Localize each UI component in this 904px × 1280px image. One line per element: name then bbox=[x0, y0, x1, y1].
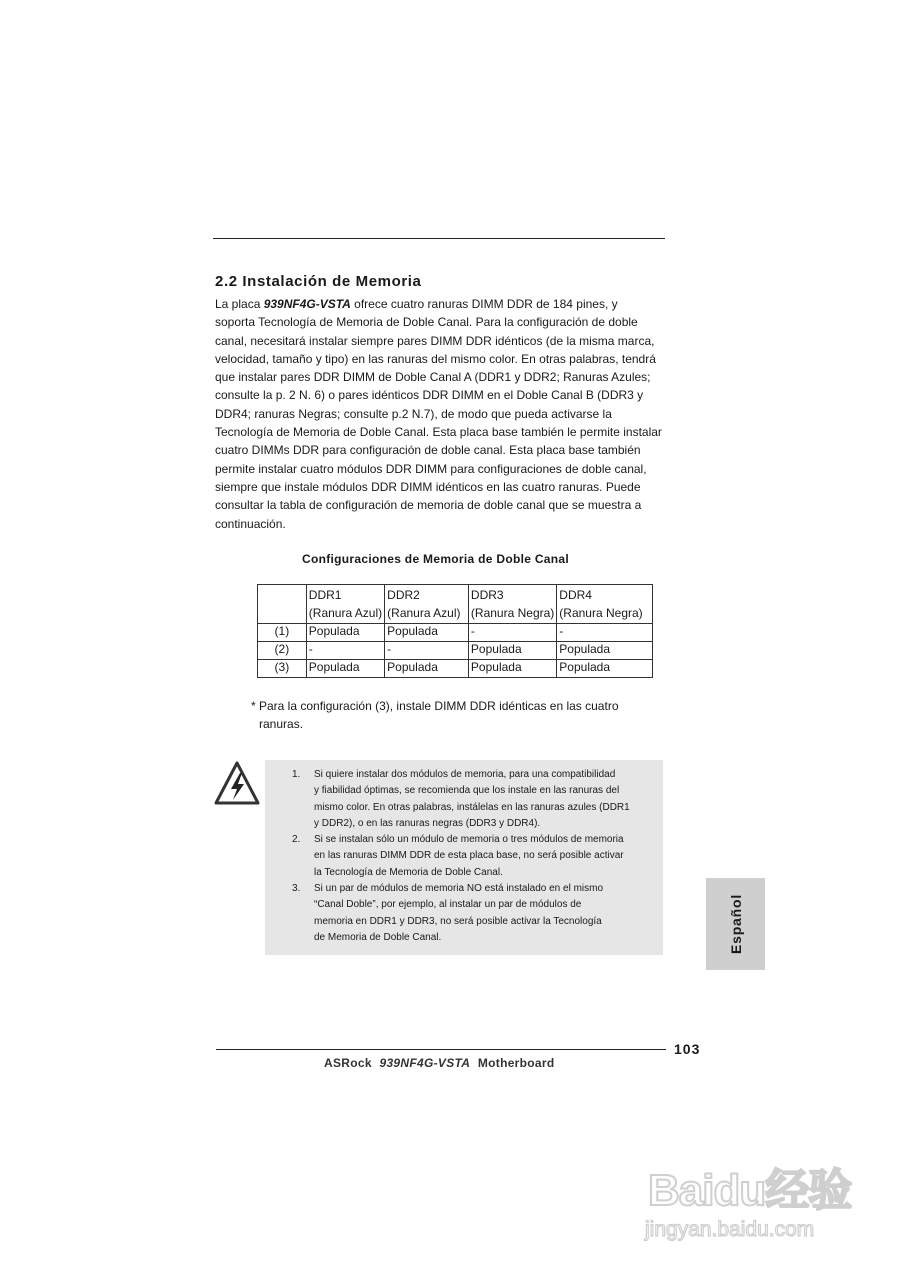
page-footer bbox=[324, 1056, 555, 1070]
footnote-line: * Para la configuración (3), instale DIMM DDR idénticas en las cuatro bbox=[251, 699, 619, 713]
body-line: consulte la p. 2 N. 6) o pares idénticos DDR DIMM en el Doble Canal B (DDR3 y bbox=[215, 388, 644, 403]
language-label: Español bbox=[727, 893, 744, 955]
notes-list bbox=[292, 767, 652, 946]
table-cell: Populada bbox=[468, 642, 556, 660]
body-line: velocidad, tamaño y tipo) en las ranuras del mismo color. En otras palabras, tendrá bbox=[215, 351, 656, 366]
note-number: 1. bbox=[292, 769, 301, 780]
row-label: (1) bbox=[258, 624, 307, 642]
note-line: en las ranuras DIMM DDR de esta placa base, no será posible activar bbox=[314, 850, 624, 862]
table-cell: Populada bbox=[306, 624, 384, 642]
footer-brand: ASRock bbox=[324, 1056, 372, 1070]
note-item bbox=[292, 767, 652, 832]
section-title: 2.2 Instalación de Memoria bbox=[215, 273, 422, 290]
table-cell: - bbox=[468, 624, 556, 642]
note-line: Si se instalan sólo un módulo de memoria o tres módulos de memoria bbox=[314, 834, 624, 846]
model-name: 939NF4G-VSTA bbox=[263, 297, 351, 311]
warning-icon-graphic bbox=[213, 760, 261, 806]
table-cell: Populada bbox=[557, 642, 653, 660]
watermark-brand: Baidu经验 bbox=[648, 1166, 852, 1215]
footer-model: 939NF4G-VSTA bbox=[379, 1056, 471, 1070]
body-line: DDR4; ranuras Negras; consulte p.2 N.7), de modo que pueda activarse la bbox=[215, 406, 612, 421]
header-corner-cell bbox=[258, 585, 307, 606]
subheader-ddr2: (Ranura Azul) bbox=[385, 605, 469, 624]
body-line: que instalar pares DDR DIMM de Doble Canal A (DDR1 y DDR2; Ranuras Azules; bbox=[215, 370, 651, 385]
top-rule bbox=[213, 238, 665, 239]
table-cell: - bbox=[557, 624, 653, 642]
language-side-tab bbox=[706, 878, 765, 970]
table-cell: - bbox=[385, 642, 469, 660]
subheader-ddr3: (Ranura Negra) bbox=[468, 605, 556, 624]
body-line: soporta Tecnología de Memoria de Doble Canal. Para la configuración de doble bbox=[215, 315, 638, 330]
page-number: 103 bbox=[674, 1041, 701, 1057]
table-cell: Populada bbox=[385, 660, 469, 678]
note-number: 3. bbox=[292, 883, 301, 895]
table-footnote bbox=[251, 697, 671, 733]
note-line: mismo color. En otras palabras, instálelas en las ranuras azules (DDR1 bbox=[314, 801, 630, 813]
body-line: Tecnología de Memoria de Doble Canal. Esta placa base también le permite instalar bbox=[215, 425, 662, 440]
table-row bbox=[258, 642, 653, 660]
header-ddr4: DDR4 bbox=[557, 585, 653, 606]
subheader-ddr4: (Ranura Negra) bbox=[557, 605, 653, 624]
table-cell: - bbox=[306, 642, 384, 660]
header-ddr2: DDR2 bbox=[385, 585, 469, 606]
body-line: siempre que instale módulos DDR DIMM idénticos en las cuatro ranuras. Puede bbox=[215, 479, 641, 494]
note-line: la Tecnología de Memoria de Doble Canal. bbox=[314, 866, 503, 878]
bottom-rule bbox=[216, 1049, 666, 1050]
table-cell: Populada bbox=[468, 660, 556, 678]
row-label: (2) bbox=[258, 642, 307, 660]
dual-channel-config-table bbox=[257, 584, 653, 678]
note-item bbox=[292, 832, 652, 881]
note-line: y fiabilidad óptimas, se recomienda que los instale en las ranuras del bbox=[314, 785, 620, 797]
note-line: “Canal Doble”, por ejemplo, al instalar un par de módulos de bbox=[314, 899, 582, 911]
body-line: consultar la tabla de configuración de memoria de doble canal que se muestra a bbox=[215, 498, 642, 513]
section-body bbox=[215, 295, 667, 533]
subheader-corner-cell bbox=[258, 605, 307, 624]
body-line: cuatro DIMMs DDR para configuración de doble canal. Esta placa base también bbox=[215, 443, 641, 458]
table-cell: Populada bbox=[306, 660, 384, 678]
footnote-line: ranuras. bbox=[259, 717, 304, 731]
subheader-ddr1: (Ranura Azul) bbox=[306, 605, 384, 624]
warning-lightning-icon bbox=[213, 760, 261, 806]
table-row bbox=[258, 660, 653, 678]
body-line: canal, necesitará instalar siempre pares DIMM DDR idénticos (de la misma marca, bbox=[215, 333, 655, 348]
row-label: (3) bbox=[258, 660, 307, 678]
baidu-watermark bbox=[642, 1138, 862, 1248]
note-number: 2. bbox=[292, 834, 301, 846]
note-line: memoria en DDR1 y DDR3, no será posible activar la Tecnología bbox=[314, 915, 602, 927]
watermark-url: jingyan.baidu.com bbox=[645, 1218, 815, 1241]
note-line: Si un par de módulos de memoria NO está instalado en el mismo bbox=[314, 883, 604, 895]
note-line: de Memoria de Doble Canal. bbox=[314, 931, 442, 943]
table-header-row bbox=[258, 585, 653, 606]
body-line-intro: La placa 939NF4G-VSTA ofrece cuatro ranuras DIMM DDR de 184 pines, y bbox=[215, 297, 618, 311]
note-item bbox=[292, 881, 652, 946]
table-cell: Populada bbox=[557, 660, 653, 678]
table-subheader-row bbox=[258, 605, 653, 624]
note-line: y DDR2), o en las ranuras negras (DDR3 y DDR4). bbox=[314, 817, 541, 829]
footer-product: Motherboard bbox=[477, 1056, 555, 1070]
body-line: continuación. bbox=[215, 516, 286, 531]
note-line: Si quiere instalar dos módulos de memoria, para una compatibilidad bbox=[314, 769, 616, 780]
table-cell: Populada bbox=[385, 624, 469, 642]
table-row bbox=[258, 624, 653, 642]
header-ddr3: DDR3 bbox=[468, 585, 556, 606]
header-ddr1: DDR1 bbox=[306, 585, 384, 606]
table-title: Configuraciones de Memoria de Doble Canal bbox=[302, 552, 570, 566]
body-line: permite instalar cuatro módulos DDR DIMM para configuraciones de doble canal, bbox=[215, 461, 647, 476]
